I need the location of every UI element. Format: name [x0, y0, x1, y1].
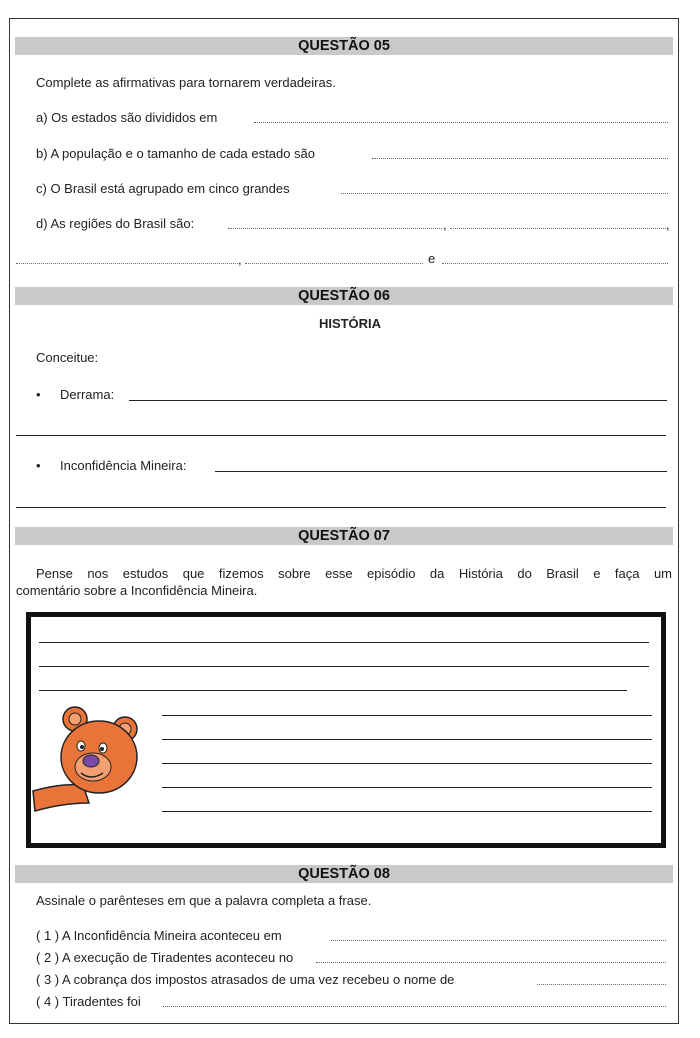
- q07-text-cont: comentário sobre a Inconfidência Mineira.: [16, 583, 258, 598]
- q08-item-4-blank[interactable]: [163, 1006, 666, 1007]
- q07-answer-line[interactable]: [39, 666, 649, 667]
- q05-item-a: a) Os estados são divididos em: [36, 110, 218, 125]
- q05-comma: ,: [666, 217, 670, 232]
- q05-item-d-blank-1[interactable]: [228, 228, 442, 229]
- q07-answer-line[interactable]: [162, 739, 652, 740]
- q08-item-3: ( 3 ) A cobrança dos impostos atrasados de uma vez recebeu o nome de: [36, 972, 455, 987]
- q08-item-1-blank[interactable]: [331, 940, 666, 941]
- q07-title: QUESTÃO 07: [15, 527, 673, 545]
- q05-item-b-blank[interactable]: [372, 158, 668, 159]
- q08-item-1: ( 1 ) A Inconfidência Mineira aconteceu em: [36, 928, 282, 943]
- q07-answer-line[interactable]: [39, 642, 649, 643]
- q05-item-d-blank-5[interactable]: [442, 263, 668, 264]
- q06-inconfidencia-line-2[interactable]: [16, 507, 666, 508]
- q07-answer-line[interactable]: [39, 690, 627, 691]
- q08-title: QUESTÃO 08: [15, 865, 673, 883]
- q07-text: Pense nos estudos que fizemos sobre esse episódio da História do Brasil e faça um: [36, 566, 672, 581]
- q05-item-c-blank[interactable]: [341, 193, 668, 194]
- q05-and: e: [428, 251, 436, 266]
- q06-subtitle: HISTÓRIA: [318, 316, 382, 331]
- q05-item-d-blank-3[interactable]: [16, 263, 238, 264]
- q06-derrama-line-2[interactable]: [16, 435, 666, 436]
- q05-instruction: Complete as afirmativas para tornarem verdadeiras.: [36, 75, 336, 90]
- q05-title: QUESTÃO 05: [15, 37, 673, 55]
- q05-comma: ,: [443, 217, 447, 232]
- q05-item-d-blank-4[interactable]: [245, 263, 423, 264]
- q08-instruction: Assinale o parênteses em que a palavra completa a frase.: [36, 893, 372, 908]
- q07-answer-box: [26, 612, 666, 848]
- q06-title: QUESTÃO 06: [15, 287, 673, 305]
- q05-item-b: b) A população e o tamanho de cada estado são: [36, 146, 315, 161]
- bullet-icon: •: [36, 458, 41, 473]
- q08-item-4: ( 4 ) Tiradentes foi: [36, 994, 141, 1009]
- q06-derrama-line-1[interactable]: [129, 400, 667, 401]
- q06-item-derrama: Derrama:: [60, 387, 115, 402]
- q05-comma: ,: [238, 252, 242, 267]
- q05-item-c: c) O Brasil está agrupado em cinco grandes: [36, 181, 290, 196]
- q06-item-inconfidencia: Inconfidência Mineira:: [60, 458, 187, 473]
- q07-answer-line[interactable]: [162, 715, 652, 716]
- q08-item-3-blank[interactable]: [537, 984, 666, 985]
- q07-answer-line[interactable]: [162, 763, 652, 764]
- q07-answer-line[interactable]: [162, 811, 652, 812]
- bear-illustration: [31, 699, 151, 839]
- q07-answer-line[interactable]: [162, 787, 652, 788]
- q08-item-2-blank[interactable]: [316, 962, 666, 963]
- q05-item-d: d) As regiões do Brasil são:: [36, 216, 195, 231]
- q05-item-d-blank-2[interactable]: [450, 228, 666, 229]
- q05-item-a-blank[interactable]: [254, 122, 668, 123]
- bullet-icon: •: [36, 387, 41, 402]
- q06-instruction: Conceitue:: [36, 350, 99, 365]
- q06-inconfidencia-line-1[interactable]: [215, 471, 667, 472]
- q08-item-2: ( 2 ) A execução de Tiradentes aconteceu no: [36, 950, 294, 965]
